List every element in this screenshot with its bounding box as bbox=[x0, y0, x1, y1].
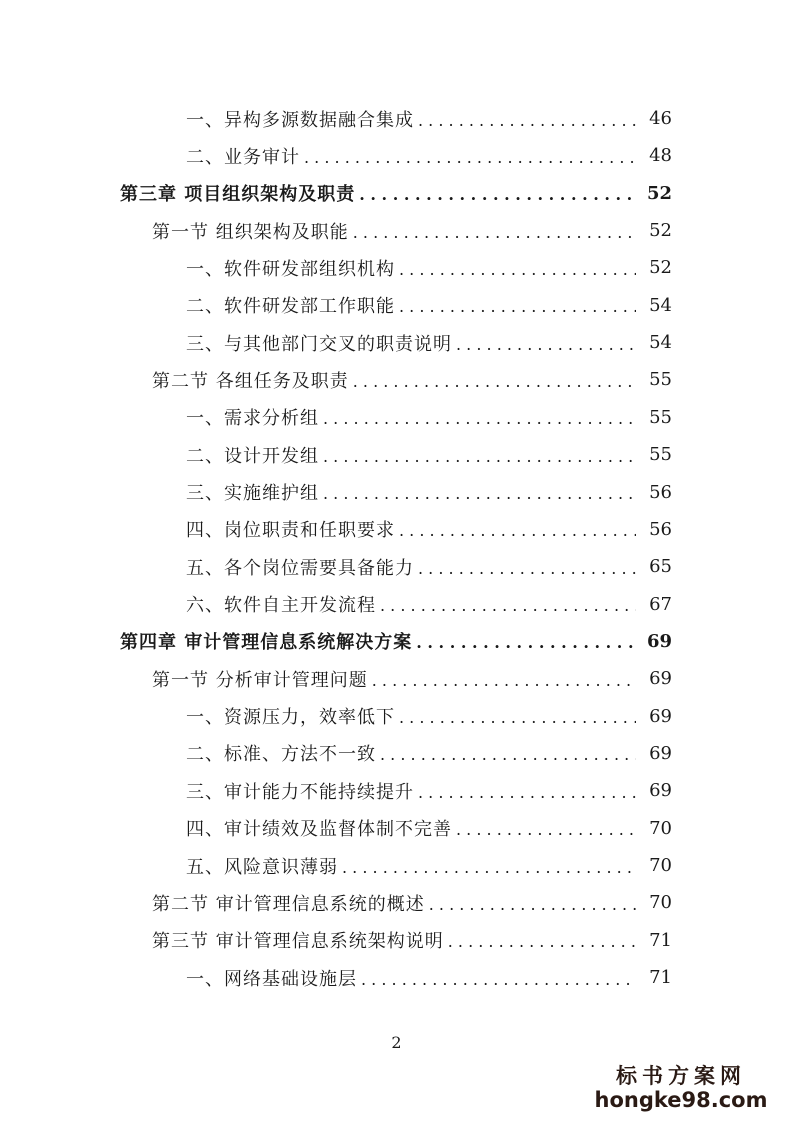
toc-entry-page: 69 bbox=[649, 742, 672, 764]
toc-entry bbox=[186, 586, 672, 623]
toc-entry-page: 70 bbox=[649, 855, 672, 876]
toc-entry bbox=[120, 623, 672, 660]
toc-entry-title: 六、软件自主开发流程 bbox=[186, 595, 376, 617]
toc-entry-page: 69 bbox=[649, 780, 672, 802]
toc-entry bbox=[152, 922, 672, 959]
toc-entry-title: 一、资源压力，效率低下 bbox=[186, 707, 395, 729]
toc-entry-title: 一、网络基础设施层 bbox=[186, 968, 357, 990]
toc-leader-dots bbox=[342, 860, 636, 876]
watermark-site: hongke98.com bbox=[594, 1088, 768, 1112]
toc-leader-dots bbox=[353, 225, 636, 241]
toc-entry-page: 71 bbox=[649, 967, 672, 989]
toc-entry bbox=[152, 660, 672, 697]
watermark-logo bbox=[581, 1060, 781, 1112]
toc-entry-page: 52 bbox=[649, 257, 672, 279]
toc-leader-dots bbox=[418, 113, 636, 129]
toc-leader-dots bbox=[456, 337, 636, 353]
toc-entry-page: 55 bbox=[649, 444, 672, 466]
toc-entry-page: 69 bbox=[649, 668, 672, 690]
toc-entry bbox=[186, 137, 672, 174]
toc-leader-dots bbox=[380, 747, 636, 763]
toc-entry-page: 54 bbox=[649, 294, 672, 316]
toc-leader-dots bbox=[304, 150, 636, 166]
toc-entry-page: 69 bbox=[649, 705, 672, 727]
toc-entry-page: 52 bbox=[649, 220, 672, 242]
toc-entry bbox=[186, 474, 672, 511]
toc-entry-title: 四、岗位职责和任职要求 bbox=[186, 520, 395, 542]
toc-entry-page: 48 bbox=[649, 145, 672, 167]
toc-entry bbox=[186, 548, 672, 585]
toc-entry-page: 56 bbox=[649, 518, 672, 540]
toc-entry-title: 五、各个岗位需要具备能力 bbox=[186, 557, 414, 579]
toc-leader-dots bbox=[399, 523, 636, 539]
toc-entry-title: 四、审计绩效及监督体制不完善 bbox=[186, 819, 452, 841]
toc-leader-dots bbox=[323, 449, 636, 465]
toc-leader-dots bbox=[399, 299, 636, 315]
toc-entry-title: 一、异构多源数据融合集成 bbox=[186, 109, 414, 131]
toc-entry bbox=[186, 287, 672, 324]
toc-leader-dots bbox=[418, 561, 636, 577]
toc-entry-page: 70 bbox=[649, 892, 672, 914]
toc-entry-page: 46 bbox=[649, 108, 672, 129]
toc-entry bbox=[186, 399, 672, 436]
toc-entry-title: 五、风险意识薄弱 bbox=[186, 856, 338, 878]
toc-entry-page: 69 bbox=[646, 630, 672, 652]
toc-entry-title: 二、软件研发部工作职能 bbox=[186, 296, 395, 318]
toc-leader-dots bbox=[361, 972, 636, 988]
toc-leader-dots bbox=[353, 374, 636, 390]
toc-entry bbox=[152, 361, 672, 398]
toc-leader-dots bbox=[359, 187, 636, 203]
toc-leader-dots bbox=[418, 785, 636, 801]
toc-entry-title: 第一节 分析审计管理问题 bbox=[152, 669, 368, 691]
toc-entry bbox=[152, 212, 672, 249]
toc-entry-title: 第四章 审计管理信息系统解决方案 bbox=[120, 632, 413, 654]
toc-entry-title: 三、实施维护组 bbox=[186, 483, 319, 504]
toc-leader-dots bbox=[399, 710, 636, 726]
toc-entry bbox=[186, 698, 672, 735]
page-number: 2 bbox=[391, 1033, 402, 1052]
toc-entry-title: 第二节 审计管理信息系统的概述 bbox=[152, 893, 425, 915]
toc-leader-dots bbox=[372, 673, 636, 689]
toc-entry-title: 二、业务审计 bbox=[186, 146, 300, 168]
toc-entry bbox=[186, 959, 672, 996]
toc-entry bbox=[186, 100, 672, 137]
toc-entry-title: 三、与其他部门交叉的职责说明 bbox=[186, 333, 452, 355]
toc-entry-page: 67 bbox=[649, 593, 672, 615]
toc-entry-title: 第一节 组织架构及职能 bbox=[152, 221, 349, 243]
toc-entry-title: 第三章 项目组织架构及职责 bbox=[120, 184, 356, 206]
toc-entry-page: 55 bbox=[649, 369, 672, 391]
toc-entry-title: 一、需求分析组 bbox=[186, 408, 319, 430]
toc-entry bbox=[186, 249, 672, 286]
toc-entry bbox=[186, 847, 672, 884]
toc-entry-title: 三、审计能力不能持续提升 bbox=[186, 781, 414, 803]
toc-entry bbox=[186, 810, 672, 847]
toc-entry bbox=[186, 324, 672, 361]
toc-entry-title: 二、标准、方法不一致 bbox=[186, 744, 376, 766]
toc-leader-dots bbox=[429, 897, 636, 913]
toc-leader-dots bbox=[448, 934, 636, 950]
toc-entry-page: 56 bbox=[649, 481, 672, 503]
toc-leader-dots bbox=[399, 262, 636, 278]
toc-entry-title: 一、软件研发部组织机构 bbox=[186, 258, 395, 280]
toc-entry bbox=[186, 735, 672, 772]
watermark-name: 标书方案网 bbox=[616, 1063, 746, 1088]
toc-entry bbox=[120, 175, 672, 212]
toc-leader-dots bbox=[323, 411, 636, 427]
toc-entry bbox=[186, 772, 672, 809]
toc-leader-dots bbox=[323, 486, 636, 502]
toc-entry-title: 第二节 各组任务及职责 bbox=[152, 370, 349, 392]
toc-leader-dots bbox=[456, 822, 636, 838]
toc-entry bbox=[186, 511, 672, 548]
toc-entry bbox=[152, 884, 672, 921]
toc-entry-page: 55 bbox=[649, 406, 672, 428]
toc-entry-page: 54 bbox=[649, 332, 672, 354]
toc-entry-title: 二、设计开发组 bbox=[186, 445, 319, 467]
toc-entry-page: 52 bbox=[646, 182, 672, 204]
toc-entry-title: 第三节 审计管理信息系统架构说明 bbox=[152, 931, 444, 953]
toc-entry-page: 71 bbox=[649, 929, 672, 951]
toc-entry-page: 70 bbox=[649, 817, 672, 839]
toc-entry bbox=[186, 436, 672, 473]
toc-entry-page: 65 bbox=[649, 556, 672, 578]
toc-leader-dots bbox=[416, 635, 636, 651]
toc-leader-dots bbox=[380, 598, 636, 614]
